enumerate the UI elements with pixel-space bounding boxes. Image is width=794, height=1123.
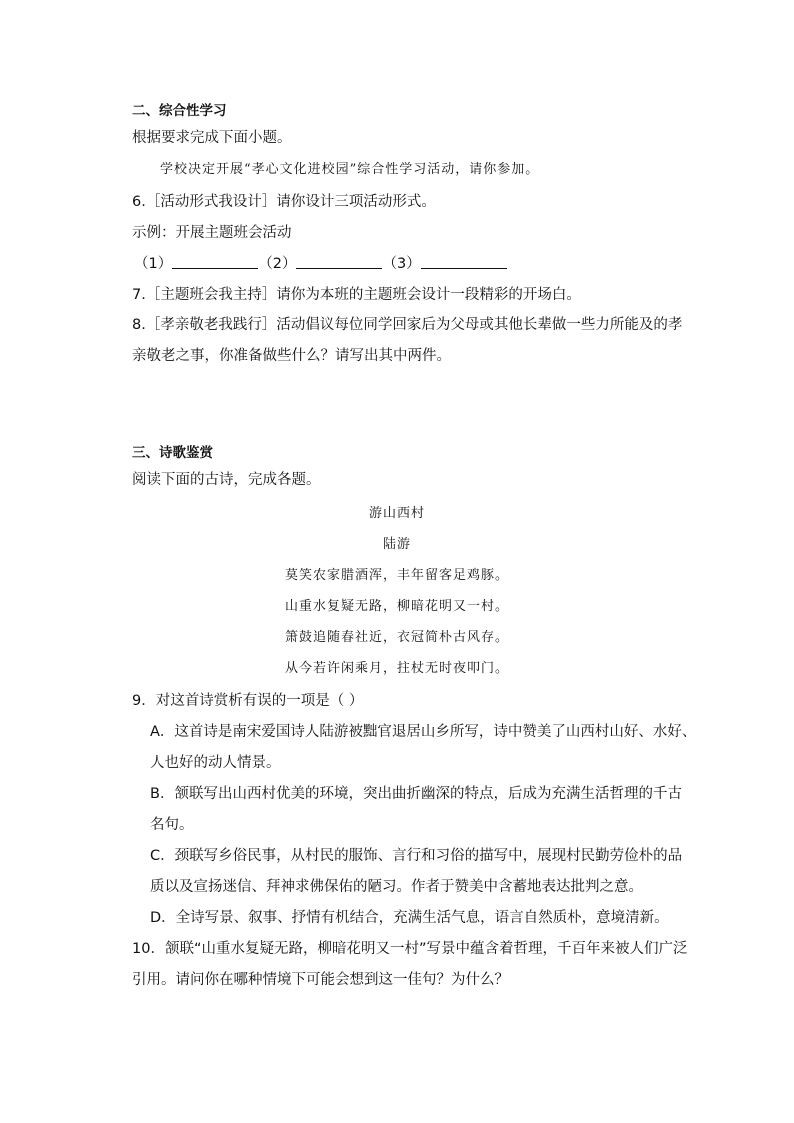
question-10-line-1: 10．颔联“山重水复疑无路，柳暗花明又一村”写景中蕴含着哲理，千百年来被人们广泛 bbox=[132, 941, 688, 957]
option-a-line-1: A．这首诗是南宋爱国诗人陆游被黜官退居山乡所写，诗中赞美了山西村山好、水好、 bbox=[150, 724, 697, 740]
option-c-line-2: 质以及宣扬迷信、拜神求佛保佑的陋习。作者于赞美中含蓄地表达批判之意。 bbox=[150, 879, 643, 895]
poem-line: 从今若许闲乘月，拄杖无时夜叩门。 bbox=[284, 661, 509, 676]
option-a-line-2: 人也好的动人情景。 bbox=[150, 755, 281, 771]
blank-label-2: （2） bbox=[258, 256, 297, 272]
option-b-line-2: 名句。 bbox=[150, 817, 194, 833]
poem-line: 箫鼓追随春社近，衣冠简朴古风存。 bbox=[284, 630, 509, 645]
question-9-stem: 9．对这首诗赏析有误的一项是（ ） bbox=[132, 693, 364, 709]
instruction-text: 阅读下面的古诗，完成各题。 bbox=[132, 472, 321, 488]
answer-blank-2[interactable] bbox=[296, 254, 382, 269]
answer-blanks bbox=[134, 254, 507, 274]
poem-author: 陆游 bbox=[382, 537, 411, 552]
option-d-line-1: D．全诗写景、叙事、抒情有机结合，充满生活气息，语言自然质朴，意境清新。 bbox=[150, 910, 669, 926]
question-10-line-2: 引用。请问你在哪种情境下可能会想到这一佳句？为什么？ bbox=[132, 972, 509, 988]
activity-background: 学校决定开展“孝心文化进校园”综合性学习活动，请你参加。 bbox=[160, 162, 540, 177]
poem-title: 游山西村 bbox=[368, 506, 425, 521]
question-8-line-2: 亲敬老之事，你准备做些什么？请写出其中两件。 bbox=[132, 348, 451, 364]
blank-label-3: （3） bbox=[382, 256, 421, 272]
instruction-text: 根据要求完成下面小题。 bbox=[132, 130, 292, 146]
section-heading: 三、诗歌鉴赏 bbox=[132, 445, 213, 461]
poem-line: 山重水复疑无路，柳暗花明又一村。 bbox=[284, 599, 509, 614]
option-b-line-1: B．颔联写出山西村优美的环境，突出曲折幽深的特点，后成为充满生活哲理的千古 bbox=[150, 786, 682, 802]
blank-label-1: （1） bbox=[134, 256, 173, 272]
section-heading: 二、综合性学习 bbox=[132, 103, 227, 119]
answer-blank-3[interactable] bbox=[421, 254, 507, 269]
answer-blank-1[interactable] bbox=[172, 254, 258, 269]
example-text: 示例：开展主题班会活动 bbox=[132, 225, 292, 241]
poem-line: 莫笑农家腊酒浑，丰年留客足鸡豚。 bbox=[284, 568, 509, 583]
option-c-line-1: C．颈联写乡俗民事，从村民的服饰、言行和习俗的描写中，展现村民勤劳俭朴的品 bbox=[150, 848, 683, 864]
question-8-line-1: 8.［孝亲敬老我践行］活动倡议每位同学回家后为父母或其他长辈做一些力所能及的孝 bbox=[132, 317, 683, 333]
question-7: 7.［主题班会我主持］请你为本班的主题班会设计一段精彩的开场白。 bbox=[132, 287, 581, 303]
question-6: 6.［活动形式我设计］请你设计三项活动形式。 bbox=[132, 194, 436, 210]
